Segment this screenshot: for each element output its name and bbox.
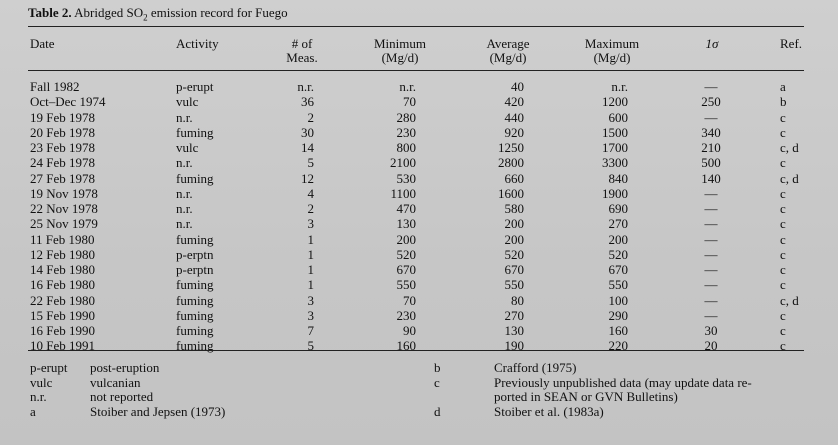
cell-average: 270 (504, 307, 524, 323)
header-activity: Activity (176, 36, 219, 51)
cell-sigma: — (704, 307, 718, 323)
cell-date: 14 Feb 1980 (30, 262, 95, 277)
cell-maximum: 270 (608, 216, 628, 232)
cell-maximum: 160 (608, 323, 628, 338)
table-title (28, 5, 288, 23)
cell-meas: 36 (301, 94, 314, 110)
cell-maximum: 100 (608, 292, 628, 308)
cell-minimum: 2100 (390, 155, 416, 171)
cell-meas: 30 (301, 124, 314, 140)
cell-date: 11 Feb 1980 (30, 231, 95, 247)
cell-activity: fuming (176, 338, 214, 354)
cell-meas: 1 (307, 231, 314, 247)
header-maximum-line2: (Mg/d) (593, 50, 631, 65)
cell-sigma: 340 (701, 124, 721, 140)
cell-activity: p-erptn (176, 246, 214, 262)
cell-ref: a (780, 79, 786, 94)
cell-average: 1600 (498, 185, 524, 201)
legend-value: vulcanian (90, 374, 141, 390)
cell-meas: 1 (307, 262, 314, 277)
header-average-line1: Average (486, 36, 530, 51)
cell-date: 23 Feb 1978 (30, 140, 95, 155)
cell-maximum: 550 (608, 277, 628, 293)
cell-ref: c (780, 155, 786, 171)
header-average-line2: (Mg/d) (489, 50, 527, 65)
cell-activity: vulc (176, 140, 199, 155)
cell-average: 420 (504, 94, 524, 110)
cell-sigma: — (704, 201, 718, 216)
cell-average: 660 (504, 170, 524, 186)
cell-activity: p-erptn (176, 262, 214, 277)
header-meas-line2: Meas. (286, 50, 318, 65)
legend-value: Stoiber et al. (1983a) (494, 403, 604, 419)
cell-maximum: 1900 (602, 185, 628, 201)
cell-average: 550 (504, 277, 524, 293)
cell-minimum: 160 (396, 338, 416, 354)
cell-meas: 3 (307, 292, 314, 308)
cell-date: 25 Nov 1979 (30, 216, 98, 232)
cell-date: 20 Feb 1978 (30, 124, 95, 140)
cell-date: 10 Feb 1991 (30, 338, 95, 354)
cell-average: 130 (504, 323, 524, 338)
cell-activity: vulc (176, 94, 199, 110)
table-title-lead: Table 2. (28, 5, 72, 20)
cell-meas: 2 (307, 109, 314, 125)
cell-meas: 3 (307, 216, 314, 232)
header-meas-line1: # of (291, 36, 313, 51)
cell-meas: 5 (307, 338, 314, 354)
cell-sigma: — (704, 292, 718, 308)
cell-sigma: — (704, 246, 718, 262)
cell-sigma: 140 (701, 170, 721, 186)
header-ref: Ref. (780, 36, 803, 51)
cell-minimum: 90 (403, 323, 416, 338)
header-minimum-line1: Minimum (373, 36, 426, 51)
cell-meas: 5 (307, 155, 314, 171)
header-minimum (360, 37, 440, 65)
cell-minimum: 70 (403, 94, 416, 110)
header-average (468, 37, 548, 65)
cell-average: 1250 (498, 140, 524, 155)
legend-value: Previously unpublished data (may update data re- (494, 374, 752, 390)
cell-maximum: 200 (608, 231, 628, 247)
legend-value: Crafford (1975) (494, 360, 577, 375)
cell-meas: 1 (307, 246, 314, 262)
cell-ref: b (780, 94, 787, 110)
cell-average: 580 (504, 201, 524, 216)
cell-ref: c (780, 109, 786, 125)
header-minimum-line2: (Mg/d) (381, 50, 419, 65)
cell-sigma: — (704, 216, 718, 232)
cell-date: 15 Feb 1990 (30, 307, 95, 323)
cell-ref: c (780, 323, 786, 338)
cell-average: 520 (504, 246, 524, 262)
cell-activity: fuming (176, 307, 214, 323)
cell-ref: c (780, 307, 786, 323)
cell-minimum: 70 (403, 292, 416, 308)
cell-meas: 7 (307, 323, 314, 338)
cell-ref: c (780, 201, 786, 216)
cell-meas: 4 (307, 185, 314, 201)
cell-ref: c, d (780, 140, 799, 155)
cell-average: 2800 (498, 155, 524, 171)
cell-maximum: 520 (608, 246, 628, 262)
cell-ref: c (780, 262, 786, 277)
cell-maximum: 3300 (602, 155, 628, 171)
cell-maximum: 670 (608, 262, 628, 277)
cell-sigma: 30 (704, 323, 718, 338)
header-meas (272, 37, 332, 65)
cell-activity: fuming (176, 170, 214, 186)
cell-date: 16 Feb 1990 (30, 323, 95, 338)
cell-meas: n.r. (297, 79, 314, 94)
cell-activity: fuming (176, 124, 214, 140)
cell-meas: 14 (301, 140, 314, 155)
legend-key: vulc (30, 374, 53, 390)
cell-sigma: 500 (701, 155, 721, 171)
cell-ref: c (780, 231, 786, 247)
cell-date: 19 Nov 1978 (30, 185, 98, 201)
cell-activity: n.r. (176, 201, 193, 216)
legend-value: Stoiber and Jepsen (1973) (90, 403, 226, 419)
cell-maximum: 840 (608, 170, 628, 186)
cell-average: 440 (504, 109, 524, 125)
cell-date: Oct–Dec 1974 (30, 94, 106, 110)
cell-ref: c (780, 338, 786, 354)
cell-sigma: — (704, 277, 718, 293)
cell-minimum: 520 (396, 246, 416, 262)
cell-average: 80 (511, 292, 524, 308)
cell-sigma: — (704, 79, 718, 94)
cell-maximum: 220 (608, 338, 628, 354)
cell-activity: n.r. (176, 185, 193, 201)
legend-key: c (434, 374, 440, 390)
cell-meas: 1 (307, 277, 314, 293)
cell-ref: c, d (780, 170, 799, 186)
cell-average: 920 (504, 124, 524, 140)
cell-date: 22 Feb 1980 (30, 292, 95, 308)
cell-ref: c, d (780, 292, 799, 308)
cell-date: 19 Feb 1978 (30, 109, 95, 125)
cell-activity: fuming (176, 277, 214, 293)
cell-minimum: 280 (396, 109, 416, 125)
cell-maximum: n.r. (611, 79, 628, 94)
cell-maximum: 600 (608, 109, 628, 125)
cell-minimum: 200 (396, 231, 416, 247)
cell-date: 27 Feb 1978 (30, 170, 95, 186)
table-title-subscript: 2 (143, 12, 148, 23)
cell-maximum: 690 (608, 201, 628, 216)
cell-sigma: 20 (704, 338, 718, 354)
cell-activity: n.r. (176, 109, 193, 125)
cell-minimum: 230 (396, 124, 416, 140)
top-rule (28, 26, 804, 27)
cell-minimum: 670 (396, 262, 416, 277)
cell-meas: 2 (307, 201, 314, 216)
legend-key: d (434, 403, 441, 419)
cell-activity: fuming (176, 323, 214, 338)
cell-average: 190 (504, 338, 524, 354)
cell-activity: n.r. (176, 155, 193, 171)
cell-sigma: — (704, 231, 718, 247)
cell-sigma: — (704, 109, 718, 125)
header-rule (28, 70, 804, 71)
cell-minimum: 550 (396, 277, 416, 293)
header-maximum-line1: Maximum (584, 36, 640, 51)
cell-minimum: 130 (396, 216, 416, 232)
table-title-text-end: emission record for Fuego (147, 5, 288, 20)
legend-key: b (434, 360, 441, 375)
cell-date: Fall 1982 (30, 79, 80, 94)
cell-ref: c (780, 124, 786, 140)
cell-average: 200 (504, 216, 524, 232)
cell-maximum: 1200 (602, 94, 628, 110)
cell-meas: 12 (301, 170, 314, 186)
cell-activity: p-erupt (176, 79, 214, 94)
cell-minimum: 470 (396, 201, 416, 216)
cell-ref: c (780, 216, 786, 232)
cell-average: 40 (511, 79, 524, 94)
legend-value: not reported (90, 389, 154, 404)
cell-date: 22 Nov 1978 (30, 201, 98, 216)
cell-date: 12 Feb 1980 (30, 246, 95, 262)
cell-maximum: 1700 (602, 140, 628, 155)
cell-sigma: 210 (701, 140, 721, 155)
cell-maximum: 1500 (602, 124, 628, 140)
header-sigma: 1σ (705, 36, 719, 51)
cell-date: 16 Feb 1980 (30, 277, 95, 293)
cell-sigma: — (704, 185, 718, 201)
cell-average: 670 (504, 262, 524, 277)
cell-activity: fuming (176, 292, 214, 308)
cell-activity: fuming (176, 231, 214, 247)
header-date: Date (30, 36, 55, 51)
cell-minimum: 530 (396, 170, 416, 186)
cell-sigma: 250 (701, 94, 721, 110)
bottom-rule (28, 350, 804, 351)
cell-average: 200 (504, 231, 524, 247)
cell-date: 24 Feb 1978 (30, 155, 95, 171)
cell-maximum: 290 (608, 307, 628, 323)
cell-meas: 3 (307, 307, 314, 323)
legend-key: n.r. (30, 389, 47, 404)
cell-ref: c (780, 185, 786, 201)
cell-ref: c (780, 246, 786, 262)
legend-value: ported in SEAN or GVN Bulletins) (494, 389, 678, 404)
cell-minimum: 230 (396, 307, 416, 323)
cell-minimum: 800 (396, 140, 416, 155)
legend-key: a (30, 403, 36, 419)
table-title-text: Abridged SO (71, 5, 144, 20)
header-maximum (572, 37, 652, 65)
cell-minimum: 1100 (390, 185, 416, 201)
cell-minimum: n.r. (399, 79, 416, 94)
legend-key: p-erupt (30, 360, 68, 375)
cell-activity: n.r. (176, 216, 193, 232)
cell-ref: c (780, 277, 786, 293)
legend-value: post-eruption (90, 360, 160, 375)
cell-sigma: — (704, 262, 718, 277)
